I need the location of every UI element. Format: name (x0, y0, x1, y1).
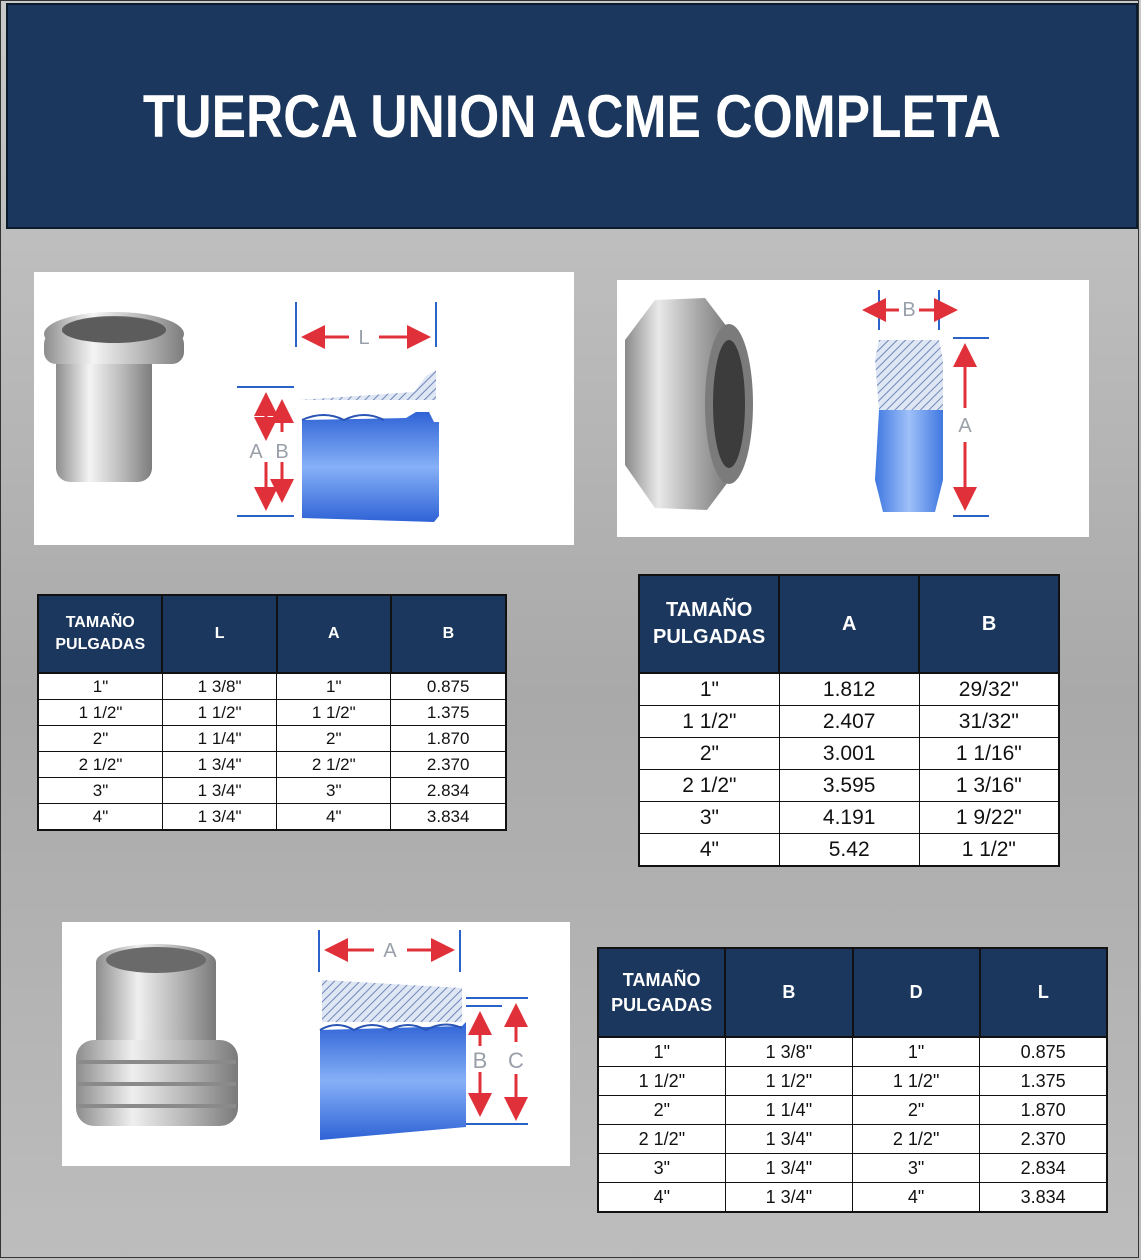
header-size-line1: TAMAÑO (65, 614, 135, 632)
table-cell: 1" (639, 673, 779, 706)
table-cell: 2.370 (391, 752, 506, 778)
table-row (598, 1183, 1107, 1213)
nut-diagram (617, 280, 1089, 537)
table-row (639, 802, 1059, 834)
table-cell: 1.375 (391, 700, 506, 726)
table-cell: 4" (639, 834, 779, 867)
table-cell: 1" (38, 673, 162, 700)
title-banner (6, 3, 1138, 229)
dim-label-a: A (383, 940, 397, 962)
table-row (38, 726, 506, 752)
threaded-photo (76, 944, 238, 1126)
header-size (598, 948, 725, 1037)
dim-label-b: B (472, 1048, 488, 1073)
table-cell: 1 1/2" (598, 1067, 725, 1096)
table-cell: 2.834 (391, 778, 506, 804)
table-header-row (598, 948, 1107, 1037)
header-d: D (853, 948, 980, 1037)
table-cell: 1 1/2" (919, 834, 1059, 867)
nut-photo (625, 298, 753, 510)
table-cell: 0.875 (391, 673, 506, 700)
table-cell: 1 3/4" (725, 1125, 852, 1154)
header-b: B (725, 948, 852, 1037)
dim-label-l: L (358, 327, 370, 349)
table-cell: 1 1/2" (639, 706, 779, 738)
table-cell: 2.407 (779, 706, 919, 738)
table-cell: 3" (38, 778, 162, 804)
header-a: A (277, 595, 391, 673)
header-l: L (162, 595, 276, 673)
table-cell: 4.191 (779, 802, 919, 834)
page-title: TUERCA UNION ACME COMPLETA (142, 82, 1002, 150)
table-row (639, 834, 1059, 867)
table-cell: 4" (853, 1183, 980, 1213)
table-cell: 1 1/16" (919, 738, 1059, 770)
table-cell: 1.870 (980, 1096, 1107, 1125)
table-cell: 1 3/8" (162, 673, 276, 700)
table-cell: 4" (38, 804, 162, 831)
table-header-row (639, 575, 1059, 673)
header-size-line1: TAMAÑO (665, 599, 753, 621)
table-cell: 1.375 (980, 1067, 1107, 1096)
table-cell: 1 1/4" (162, 726, 276, 752)
header-a: A (779, 575, 919, 673)
table-row (639, 738, 1059, 770)
threaded-diagram (62, 922, 570, 1166)
table-cell: 2.834 (980, 1154, 1107, 1183)
table-cell: 2 1/2" (277, 752, 391, 778)
table-cell: 1 1/2" (853, 1067, 980, 1096)
table-cell: 1 9/22" (919, 802, 1059, 834)
table-cell: 1 1/2" (277, 700, 391, 726)
table-row (598, 1067, 1107, 1096)
table-cell: 4" (598, 1183, 725, 1213)
header-size-line2: PULGADAS (653, 626, 766, 648)
table-cell: 3.001 (779, 738, 919, 770)
table-cell: 2" (598, 1096, 725, 1125)
table-row (38, 804, 506, 831)
table-cell: 1" (598, 1037, 725, 1067)
threaded-dimensions-table (597, 947, 1108, 1213)
table-row (639, 770, 1059, 802)
table-cell: 2" (853, 1096, 980, 1125)
table-cell: 5.42 (779, 834, 919, 867)
table-cell: 1 3/16" (919, 770, 1059, 802)
table-cell: 0.875 (980, 1037, 1107, 1067)
nut-figure (617, 280, 1089, 537)
ferrule-diagram (34, 272, 574, 545)
table-cell: 1 3/4" (162, 778, 276, 804)
header-b: B (391, 595, 506, 673)
table-cell: 1 1/2" (162, 700, 276, 726)
header-size (639, 575, 779, 673)
dim-label-a: A (249, 441, 263, 463)
table-cell: 3.834 (391, 804, 506, 831)
table-row (38, 700, 506, 726)
table-header-row (38, 595, 506, 673)
table-cell: 4" (277, 804, 391, 831)
table-cell: 3" (639, 802, 779, 834)
dim-label-b: B (902, 299, 916, 321)
table-cell: 3.595 (779, 770, 919, 802)
table-cell: 2 1/2" (598, 1125, 725, 1154)
table-cell: 1 1/4" (725, 1096, 852, 1125)
table-cell: 1.812 (779, 673, 919, 706)
table-cell: 1 1/2" (38, 700, 162, 726)
table-row (38, 673, 506, 700)
table-row (598, 1125, 1107, 1154)
table-cell: 2 1/2" (38, 752, 162, 778)
table-cell: 1" (853, 1037, 980, 1067)
table-cell: 1 3/4" (162, 752, 276, 778)
table-cell: 2" (38, 726, 162, 752)
table-cell: 2" (639, 738, 779, 770)
table-cell: 3.834 (980, 1183, 1107, 1213)
table-cell: 31/32" (919, 706, 1059, 738)
dim-label-c: C (508, 1048, 524, 1073)
table-cell: 2 1/2" (639, 770, 779, 802)
header-size-line1: TAMAÑO (622, 970, 701, 991)
table-row (598, 1037, 1107, 1067)
table-cell: 1 1/2" (725, 1067, 852, 1096)
dim-label-a: A (958, 415, 972, 437)
table-cell: 2" (277, 726, 391, 752)
table-cell: 2 1/2" (853, 1125, 980, 1154)
table-cell: 1 3/4" (725, 1183, 852, 1213)
header-size-line2: PULGADAS (611, 994, 713, 1015)
header-l: L (980, 948, 1107, 1037)
table-row (598, 1154, 1107, 1183)
dim-label-b: B (275, 441, 289, 463)
threaded-figure (62, 922, 570, 1166)
header-b: B (919, 575, 1059, 673)
table-cell: 2.370 (980, 1125, 1107, 1154)
table-row (639, 673, 1059, 706)
header-size-line2: PULGADAS (55, 636, 146, 653)
table-cell: 3" (853, 1154, 980, 1183)
table-row (598, 1096, 1107, 1125)
ferrule-photo (44, 312, 184, 482)
table-cell: 3" (598, 1154, 725, 1183)
table-cell: 1 3/4" (725, 1154, 852, 1183)
table-cell: 3" (277, 778, 391, 804)
ferrule-figure (34, 272, 574, 545)
nut-dimensions-table (638, 574, 1060, 867)
table-row (639, 706, 1059, 738)
table-row (38, 752, 506, 778)
table-cell: 1 3/4" (162, 804, 276, 831)
header-size (38, 595, 162, 673)
table-cell: 1.870 (391, 726, 506, 752)
ferrule-dimensions-table (37, 594, 507, 831)
table-cell: 1 3/8" (725, 1037, 852, 1067)
table-cell: 29/32" (919, 673, 1059, 706)
table-row (38, 778, 506, 804)
table-cell: 1" (277, 673, 391, 700)
